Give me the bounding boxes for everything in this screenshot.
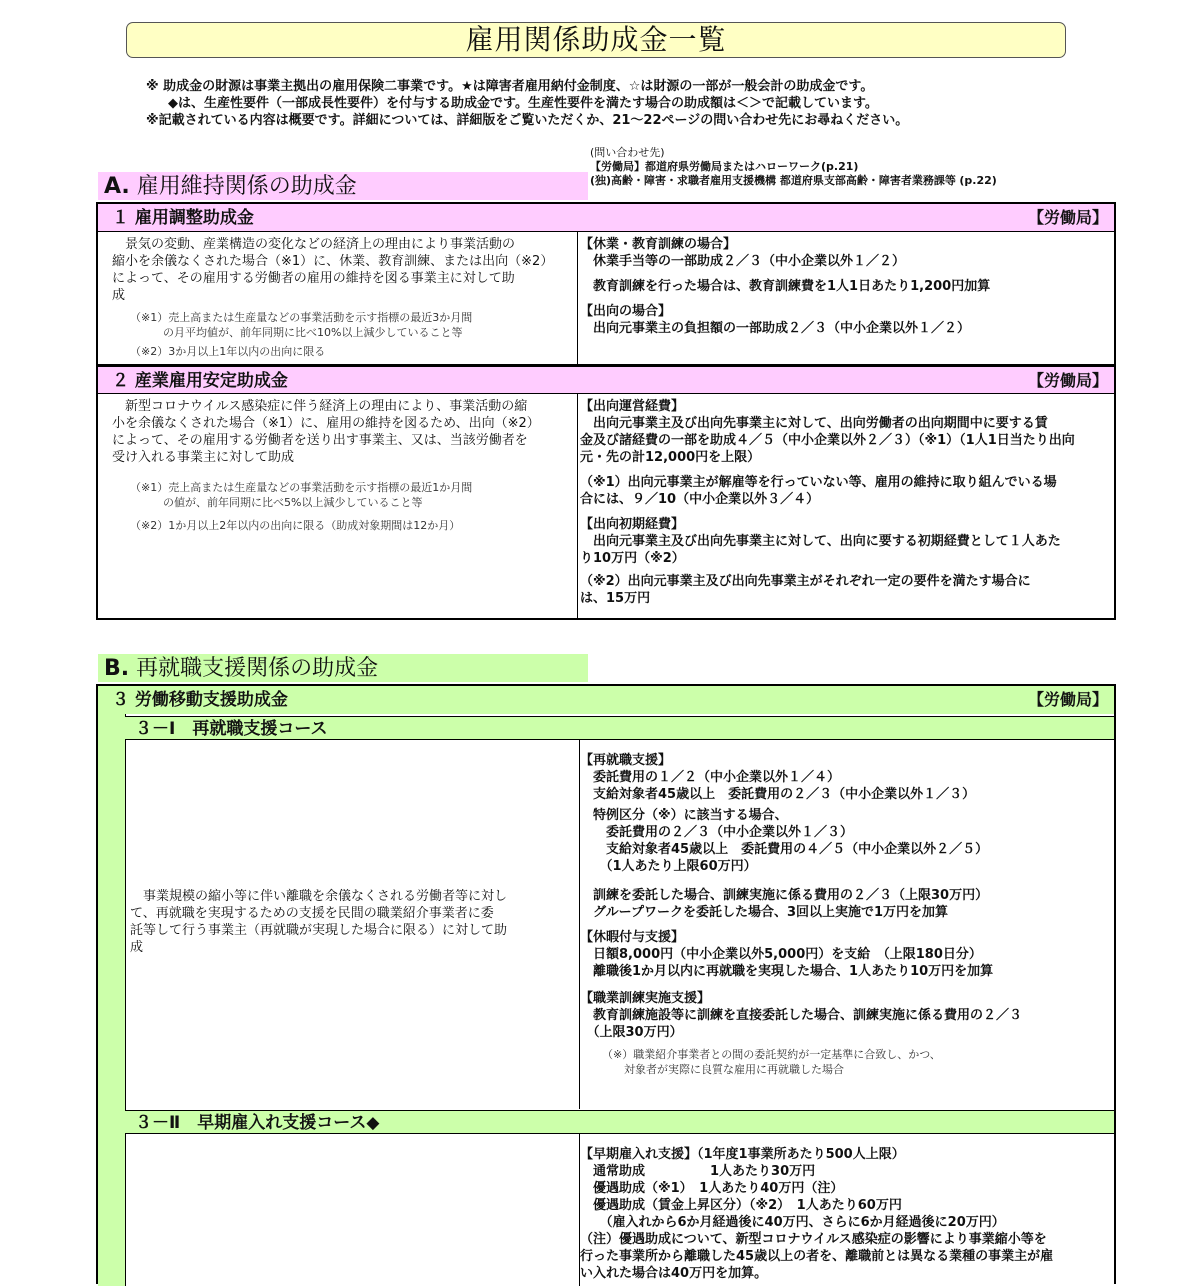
note-line: （※）職業紹介事業者との間の委託契約が一定基準に合致し、かつ、 — [602, 1048, 941, 1061]
note-line: の月平均値が、前年同期に比べ10%以上減少していること等 — [130, 326, 463, 339]
text-line: 縮小を余儀なくされた場合（※1）に、休業、教育訓練、または出向（※2） — [112, 254, 554, 269]
item-2-table — [96, 366, 1116, 620]
text-line: 【出向初期経費】 — [580, 517, 685, 532]
item-1-table — [96, 202, 1116, 366]
text-line: 成 — [130, 940, 144, 955]
text-line: 事業規模の縮小等に伴い離職を余儀なくされる労働者等に対し — [130, 889, 508, 904]
text-line: 通常助成 1人あたり30万円 — [580, 1164, 816, 1179]
course-description — [126, 740, 580, 1109]
text-line: 成 — [112, 288, 126, 303]
text-line: 離職後1か月以内に再就職を実現した場合、1人あたり10万円を加算 — [580, 964, 994, 979]
text-line: 受け入れる事業主に対して助成 — [112, 450, 295, 465]
contact-page: (p.21) — [821, 160, 859, 173]
text-line: 日額8,000円（中小企業以外5,000円）を支給 （上限180日分） — [580, 947, 982, 962]
contact-line: 【労働局】都道府県労働局またはハローワーク — [590, 160, 821, 173]
section-title: 雇用維持関係の助成金 — [136, 174, 357, 199]
text-line: 訓練を委託した場合、訓練実施に係る費用の２／３（上限30万円） — [580, 888, 989, 903]
text-line: 支給対象者45歳以上 委託費用の４／５（中小企業以外２／５） — [580, 842, 989, 857]
text-line: 出向元事業主の負担額の一部助成２／３（中小企業以外１／２） — [580, 321, 971, 336]
item-3-table — [96, 684, 1116, 1284]
text-line: 休業手当等の一部助成２／３（中小企業以外１／２） — [580, 254, 906, 269]
note-line: （※1）売上高または生産量などの事業活動を示す指標の最近3か月間 — [130, 311, 473, 324]
contact-heading: (問い合わせ先) — [590, 146, 665, 159]
note-line: の値が、前年同期に比べ5%以上減少していること等 — [130, 496, 423, 509]
text-line: 新型コロナウイルス感染症に伴う経済上の理由により、事業活動の縮 — [112, 399, 528, 414]
note-line: ◆は、生産性要件（一部成長性要件）を付与する助成金です。生産性要件を満たす場合の助成額は＜＞で記載しています。 — [168, 96, 878, 111]
text-line: 【再就職支援】 — [580, 753, 672, 768]
notes — [146, 78, 908, 129]
text-line: 出向元事業主及び出向先事業主に対して、出向労働者の出向期間中に要する賃 — [580, 416, 1048, 431]
text-line: 優遇助成（※1） 1人あたり40万円（注） — [580, 1181, 844, 1196]
text-line: （注）優遇助成について、新型コロナウイルス感染症の影響により事業縮小等を — [580, 1232, 1047, 1247]
text-line: 行った事業所から離職した45歳以上の者を、離職前とは異なる業種の事業主が雇 — [580, 1249, 1054, 1264]
text-line: 【職業訓練実施支援】 — [580, 991, 711, 1006]
text-line: 【出向の場合】 — [580, 304, 672, 319]
text-line: によって、その雇用する労働者の雇用の維持を図る事業主に対して助 — [112, 271, 515, 286]
text-line: 【休業・教育訓練の場合】 — [580, 237, 737, 252]
text-line: り10万円（※2） — [580, 551, 685, 566]
note-line: ※記載されている内容は概要です。詳細については、詳細版をご覧いただくか、21～22ページの問い合わせ先にお尋ねください。 — [146, 113, 909, 128]
text-line: い入れた場合は40万円を加算。 — [580, 1266, 768, 1281]
item-header — [98, 366, 1114, 394]
course-benefit — [580, 752, 1112, 1077]
text-line: 小を余儀なくされた場合（※1）に、雇用の維持を図るため、出向（※2） — [112, 416, 540, 431]
section-b-heading — [98, 654, 588, 682]
office-label: 【労働局】 — [1027, 371, 1108, 390]
item-benefit — [580, 236, 1112, 337]
text-line: 元・先の計12,000円を上限） — [580, 450, 761, 465]
text-line: 合には、９／10（中小企業以外３／４） — [580, 492, 820, 507]
contact-info — [590, 146, 997, 188]
text-line: （上限30万円） — [580, 1025, 683, 1040]
text-line: （1人あたり上限60万円） — [580, 859, 757, 874]
note-line: （※2）1か月以上2年以内の出向に限る（助成対象期間は12か月） — [130, 519, 461, 532]
note-line: （※1）売上高または生産量などの事業活動を示す指標の最近1か月間 — [130, 481, 473, 494]
text-line: 委託費用の１／２（中小企業以外１／４） — [580, 770, 841, 785]
item-benefit — [580, 398, 1112, 607]
indent-gutter — [98, 714, 126, 1286]
text-line: （※2）出向元事業主及び出向先事業主がそれぞれ一定の要件を満たす場合に — [580, 574, 1031, 589]
item-header — [98, 686, 1114, 714]
text-line: 【早期雇入れ支援】（1年度1事業所あたり500人上限） — [580, 1147, 905, 1162]
course-benefit — [580, 1146, 1112, 1282]
course-header: ３－Ⅰ 再就職支援コース — [125, 716, 1114, 740]
text-line: グループワークを委託した場合、3回以上実施で1万円を加算 — [580, 905, 949, 920]
section-letter: A. — [104, 174, 130, 199]
text-line: 金及び諸経費の一部を助成４／５（中小企業以外２／３）（※1）（1人1日当たり出向 — [580, 433, 1075, 448]
contact-page: (p.22) — [959, 174, 997, 187]
text-line: 支給対象者45歳以上 委託費用の２／３（中小企業以外１／３） — [580, 787, 976, 802]
contact-line: (独)高齢・障害・求職者雇用支援機構 都道府県支部高齢・障害者業務課等 — [590, 174, 956, 187]
text-line: 託等して行う事業主（再就職が実現した場合に限る）に対して助 — [130, 923, 508, 938]
text-line: （※1）出向元事業主が解雇等を行っていない等、雇用の維持に取り組んでいる場 — [580, 475, 1057, 490]
item-title: １ 雇用調整助成金 — [112, 208, 254, 228]
text-line: 教育訓練施設等に訓練を直接委託した場合、訓練実施に係る費用の２／３ — [580, 1008, 1023, 1023]
item-description — [98, 232, 578, 364]
item-title: ３ 労働移動支援助成金 — [112, 690, 288, 710]
text-line: によって、その雇用する労働者を送り出す事業主、又は、当該労働者を — [112, 433, 528, 448]
section-a-heading — [98, 172, 588, 200]
section-letter: B. — [104, 656, 130, 681]
text-line: 景気の変動、産業構造の変化などの経済上の理由により事業活動の — [112, 237, 516, 252]
text-line: て、再就職を実現するための支援を民間の職業紹介事業者に委 — [130, 906, 494, 921]
item-description — [98, 394, 578, 618]
text-line: 教育訓練を行った場合は、教育訓練費を1人1日あたり1,200円加算 — [580, 279, 991, 294]
text-line: 【出向運営経費】 — [580, 399, 685, 414]
text-line: 特例区分（※）に該当する場合、 — [580, 808, 788, 823]
page-title: 雇用関係助成金一覧 — [126, 22, 1066, 58]
item-header — [98, 204, 1114, 232]
text-line: 優遇助成（賃金上昇区分）（※2） 1人あたり60万円 — [580, 1198, 902, 1213]
text-line: （雇入れから6か月経過後に40万円、さらに6か月経過後に20万円） — [580, 1215, 1005, 1230]
section-title: 再就職支援関係の助成金 — [136, 656, 379, 681]
text-line: は、15万円 — [580, 591, 651, 606]
note-line: （※2）3か月以上1年以内の出向に限る — [130, 345, 326, 358]
course-description — [126, 1134, 580, 1286]
text-line: 委託費用の２／３（中小企業以外１／３） — [580, 825, 854, 840]
office-label: 【労働局】 — [1027, 690, 1108, 709]
text-line: 【休暇付与支援】 — [580, 930, 685, 945]
item-title: ２ 産業雇用安定助成金 — [112, 371, 288, 391]
note-line: ※ 助成金の財源は事業主拠出の雇用保険二事業です。★は障害者雇用納付金制度、☆は財源の一部が一般会計の助成金です。 — [146, 79, 874, 94]
text-line: 出向元事業主及び出向先事業主に対して、出向に要する初期経費として１人あた — [580, 534, 1061, 549]
course-header: ３－Ⅱ 早期雇入れ支援コース◆ — [125, 1110, 1114, 1134]
office-label: 【労働局】 — [1027, 208, 1108, 227]
note-line: 対象者が実際に良質な雇用に再就職した場合 — [602, 1063, 844, 1076]
